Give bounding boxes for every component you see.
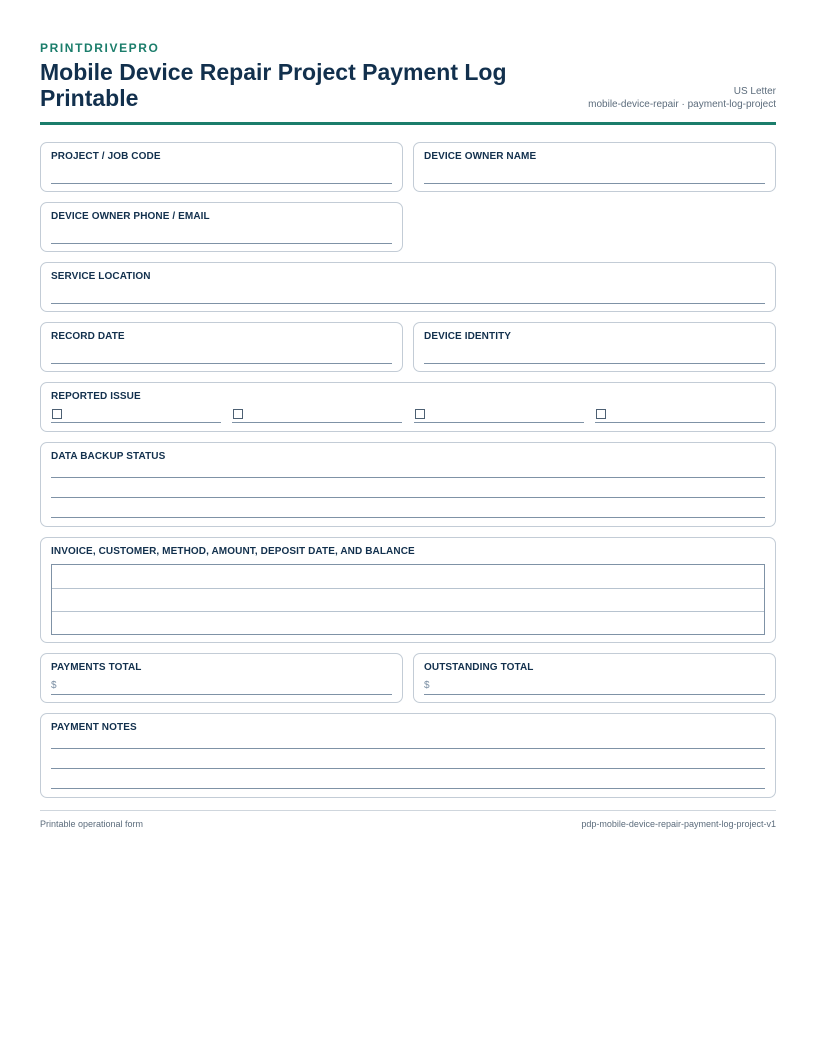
service-location-input[interactable] (51, 303, 765, 304)
table-row-divider (52, 611, 764, 612)
payment-notes-line-1[interactable] (51, 748, 765, 749)
payments-table (51, 564, 765, 635)
field-label: RECORD DATE (51, 331, 125, 342)
service-location-field (40, 262, 776, 312)
payments-total-field (40, 653, 403, 703)
record-date-field (40, 322, 403, 372)
table-row-divider (52, 588, 764, 589)
issue-checkbox-3[interactable] (415, 409, 425, 419)
field-label: PROJECT / JOB CODE (51, 151, 161, 162)
field-label: DEVICE OWNER PHONE / EMAIL (51, 211, 210, 222)
project-job-code-field (40, 142, 403, 192)
brand-name: PRINTDRIVEPRO (40, 41, 160, 55)
reported-issue-field (40, 382, 776, 432)
field-label: OUTSTANDING TOTAL (424, 662, 534, 673)
issue-option-line-2[interactable] (232, 422, 402, 423)
issue-option-line-3[interactable] (414, 422, 584, 423)
record-date-input[interactable] (51, 363, 392, 364)
paper-size: US Letter (733, 86, 776, 97)
header-divider (40, 122, 776, 125)
device-identity-field (413, 322, 776, 372)
field-label: PAYMENTS TOTAL (51, 662, 142, 673)
payments-table-field (40, 537, 776, 643)
device-owner-contact-input[interactable] (51, 243, 392, 244)
device-identity-input[interactable] (424, 363, 765, 364)
project-job-code-input[interactable] (51, 183, 392, 184)
issue-option-line-1[interactable] (51, 422, 221, 423)
currency-prefix: $ (424, 680, 430, 691)
backup-status-line-2[interactable] (51, 497, 765, 498)
footer-divider (40, 810, 776, 811)
field-label: SERVICE LOCATION (51, 271, 151, 282)
issue-checkbox-2[interactable] (233, 409, 243, 419)
field-label: PAYMENT NOTES (51, 722, 137, 733)
device-owner-contact-field (40, 202, 403, 252)
field-label: DEVICE IDENTITY (424, 331, 512, 342)
issue-option-line-4[interactable] (595, 422, 765, 423)
page-meta (588, 85, 776, 111)
payments-total-input[interactable] (51, 694, 392, 695)
field-label: INVOICE, CUSTOMER, METHOD, AMOUNT, DEPOSIT DATE, AND BALANCE (51, 546, 415, 557)
footer-form-id: pdp-mobile-device-repair-payment-log-project-v1 (581, 819, 776, 829)
field-label: DATA BACKUP STATUS (51, 451, 166, 462)
page-title: Mobile Device Repair Project Payment Log Printable (40, 59, 507, 111)
field-label: REPORTED ISSUE (51, 391, 141, 402)
issue-checkbox-4[interactable] (596, 409, 606, 419)
field-label: DEVICE OWNER NAME (424, 151, 537, 162)
issue-checkbox-1[interactable] (52, 409, 62, 419)
data-backup-status-field (40, 442, 776, 527)
device-owner-name-input[interactable] (424, 183, 765, 184)
payment-notes-line-2[interactable] (51, 768, 765, 769)
payment-notes-field (40, 713, 776, 798)
footer-left-text: Printable operational form (40, 819, 144, 829)
payment-notes-line-3[interactable] (51, 788, 765, 789)
device-owner-name-field (413, 142, 776, 192)
currency-prefix: $ (51, 680, 57, 691)
document-tags: mobile-device-repair · payment-log-project (588, 99, 776, 110)
outstanding-total-field (413, 653, 776, 703)
backup-status-line-1[interactable] (51, 477, 765, 478)
backup-status-line-3[interactable] (51, 517, 765, 518)
outstanding-total-input[interactable] (424, 694, 765, 695)
